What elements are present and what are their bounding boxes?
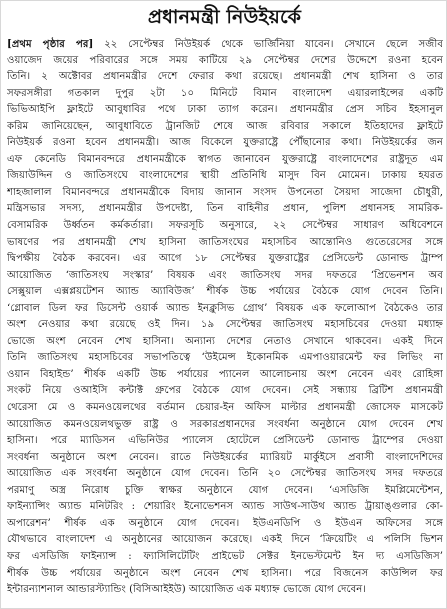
- article-line: [7, 350, 443, 367]
- article-line: [7, 566, 443, 583]
- article-line-text: ভিভিআইপি ফ্লাইটে আবুধাবির পথে ঢাকা ত্যাগ করেন। প্রধানমন্ত্রীর প্রেস সচিব ইহসানুল: [7, 104, 443, 116]
- article-line: [7, 400, 443, 417]
- article-line-text: নিউইয়র্ক রওনা হবেন প্রধানমন্ত্রী। আজ বিকেলে যুক্তরাষ্ট্রে পৌঁছানোর কথা। নিউইয়র্কের জন: [7, 137, 443, 149]
- article-line: [7, 383, 443, 400]
- article-line: [7, 218, 443, 235]
- article-line-text: ওয়াজেদ জয়ের পরিবারের সঙ্গে সময় কাটিয়ে ২৯ সেপ্টেম্বর দেশের উদ্দেশে রওনা হবেন: [7, 54, 443, 66]
- article-line: [7, 102, 443, 119]
- article-line: [7, 301, 443, 318]
- article-line-text: ফাইন্যান্সিং অ্যান্ড মনিটরিং : শেয়ারিং ইনোভেশনস অ্যান্ড সাউথ-সাউথ অ্যান্ড ট্রায়াঙ্গুলার কো-: [7, 501, 443, 513]
- article-line-text: থেরেসা মে ও কমনওয়েলথের বর্তমান চেয়ার-ইন অফিস মাল্টার প্রধানমন্ত্রী জোসেফ মাসকেট: [7, 402, 443, 414]
- article-line-text: ২২ সেপ্টেম্বর নিউইয়র্ক থেকে ভার্জিনিয়া যাবেন। সেখানে ছেলে সজীব: [104, 39, 443, 50]
- article-line: [7, 185, 443, 202]
- article-line-text: আয়োজিত কমনওয়েলথভুক্ত রাষ্ট্র ও সরকারপ্রধানদের সংবর্ধনা অনুষ্ঠানে যোগ দেবেন শেখ: [7, 418, 443, 430]
- article-line: [7, 135, 443, 152]
- article-line-text: সেক্সুয়াল এক্সপ্লয়টেশন অ্যান্ড অ্যাবিউজ’ শীর্ষক উচ্চ পর্যায়ের বৈঠকে যোগ দেবেন তিনি।: [7, 286, 443, 298]
- article-line: [7, 582, 443, 599]
- article-line-text: দ্বিপক্ষীয় বৈঠক করবেন। এর আগে ১৮ সেপ্টেম্বর যুক্তরাষ্ট্রের প্রেসিডেন্ট ডোনাল্ড ট্রাম্প: [7, 253, 443, 265]
- article-line-text: ফর এসডিজি ফাইন্যান্স : ফ্যাসিলিটেটিং প্রাইভেট সেক্টর ইনভেস্টমেন্ট ইন দ্য এসডিজিস’: [7, 550, 443, 562]
- article-line: [7, 466, 443, 483]
- article-line-text: যৌথভাবে বাংলাদেশ এ অনুষ্ঠানের আয়োজন করেছে। একই দিনে ‘ক্রিয়েটিং এ পলিসি ভিশন: [7, 534, 443, 546]
- article-line-text: সংকট নিয়ে ওআইসি কন্টাক্ট গ্রুপের বৈঠকে যোগ দেবেন। সেই সন্ধ্যায় ব্রিটিশ প্রধানমন্ত্রী: [7, 385, 443, 397]
- article-line: [7, 532, 443, 549]
- article-line-text: ভোজে অংশ নেবেন শেখ হাসিনা। অন্যান্য দেশের নেতাও সেখানে থাকবেন। একই দিনে: [7, 335, 443, 347]
- article-line: [7, 483, 443, 500]
- article-line: [7, 268, 443, 285]
- article-line: [7, 417, 443, 434]
- article-line-text: শীর্ষক উচ্চ পর্যায়ের অনুষ্ঠানে অংশ নেবেন শেখ হাসিনা। পরে বিজনেস কাউন্সিল ফর: [7, 567, 443, 579]
- article-line: [7, 516, 443, 533]
- article-line-text: আয়োজিত এক সংবর্ধনা অনুষ্ঠানে যোগ দেবেন। তিনি ২০ সেপ্টেম্বর জাতিসংঘ সদর দফতরে: [7, 468, 443, 480]
- article-line-text: ভাষণের পর প্রধানমন্ত্রী শেখ হাসিনা জাতিসংঘের মহাসচিব আন্তোনিও গুতেরেসের সঙ্গে: [7, 236, 443, 248]
- continuation-kicker: [প্রথম পৃষ্ঠার পর]: [7, 38, 94, 50]
- article-line-text: ওয়ান বিহাইন্ড’ শীর্ষক একটি উচ্চ পর্যায়ের প্যানেল আলোচনায় অংশ নেবেন এবং রোহিঙ্গা: [7, 368, 443, 380]
- article-line-text: তিনি জাতিসংঘ মহাসচিবের সভাপতিত্বে ‘উইমেন্স ইকোনমিক এমপাওয়ারমেন্ট ফর লিভিং না: [7, 352, 443, 364]
- article-line: [7, 86, 443, 103]
- article-line-text: এফ কেনেডি বিমানবন্দরে প্রধানমন্ত্রীকে স্বাগত জানাবেন যুক্তরাষ্ট্রে বাংলাদেশের রাষ্ট্রদূত এম: [7, 153, 443, 165]
- article-line: [7, 433, 443, 450]
- article-line: [7, 367, 443, 384]
- article-line: [7, 251, 443, 268]
- article-line-text: সংবর্ধনা অনুষ্ঠানে অংশ নেবেন। রাতে নিউইয়র্কের ম্যারিয়ট মার্কুইসে প্রবাসী বাংলাদেশিদের: [7, 451, 443, 463]
- article-line: [7, 152, 443, 169]
- article-line-text: বেসামরিক উর্ধ্বতন কর্মকর্তারা। সফরসূচি অনুসারে, ২২ সেপ্টেম্বর সাধারণ অধিবেশনে: [7, 220, 443, 232]
- article-line-text: আয়োজিত ‘জাতিসংঘ সংস্কার’ বিষয়ক এবং জাতিসংঘ সদর দফতরে ‘প্রিভেনশন অব: [7, 269, 443, 281]
- article-line: [7, 168, 443, 185]
- article-line-text: অংশ নেওয়ার কথা রয়েছে ওই দিন। ১৯ সেপ্টেম্বর জাতিসংঘ মহাসচিবের দেওয়া মধ্যাহ্ন: [7, 319, 443, 331]
- article-line-text: ইন্টারন্যাশনাল আন্ডারস্ট্যান্ডিং (বিসিআইইউ) আয়োজিত এক মধ্যাহ্ন ভোজে যোগ দেবেন।: [7, 584, 367, 596]
- article-line-text: পরমাণু অস্ত্র নিরোধ চুক্তি স্বাক্ষর অনুষ্ঠানে যোগ দেবেন। ‘এসডিজি ইমপ্লিমেন্টেশন,: [7, 484, 443, 496]
- article-body: [7, 36, 443, 606]
- article-line: [7, 36, 443, 53]
- article-line: [7, 450, 443, 467]
- article-headline: প্রধানমন্ত্রী নিউইয়র্কে: [147, 6, 302, 28]
- article-line-text: তিনি। ২ অক্টোবর প্রধানমন্ত্রীর দেশে ফেরার কথা রয়েছে। প্রধানমন্ত্রী শেখ হাসিনা ও তার: [7, 71, 443, 83]
- article-line-text: হাসিনা। পরে ম্যাডিসন এভিনিউর প্যালেস হোটেলে প্রেসিডেন্ট ডোনাল্ড ট্রাম্পের দেওয়া: [7, 435, 443, 447]
- article-line: [7, 235, 443, 252]
- article-line: [7, 69, 443, 86]
- article-line-text: করিম জানিয়েছেন, আবুধাবিতে ট্রানজিট শেষে আজ রবিবার সকালে ইতিহাদের ফ্লাইটে: [7, 120, 443, 132]
- article-line: [7, 53, 443, 70]
- article-line: [7, 284, 443, 301]
- article-line-text: সফরসঙ্গীরা গতকাল দুপুর ২টা ১০ মিনিটে বিমান বাংলাদেশ এয়ারলাইন্সের একটি: [7, 87, 443, 99]
- article-line: [7, 317, 443, 334]
- article-line: [7, 119, 443, 136]
- article-line-text: মন্ত্রিসভার সদস্য, প্রধানমন্ত্রীর উপদেষ্টা, তিন বাহিনীর প্রধান, পুলিশ প্রধানসহ সামরিক-: [7, 203, 443, 215]
- article-line: [7, 334, 443, 351]
- article-line: [7, 549, 443, 566]
- article-line: [7, 201, 443, 218]
- article-line-text: জিয়াউদ্দিন ও জাতিসংঘে বাংলাদেশের স্থায়ী প্রতিনিধি মাসুদ বিন মোমেন। ঢাকায় হযরত: [7, 170, 443, 182]
- article-line-text: অপারেশন’ শীর্ষক এক অনুষ্ঠানে যোগ দেবেন। ইউএনডিপি ও ইউএন অফিসের সঙ্গে: [7, 517, 443, 529]
- article-line: [7, 499, 443, 516]
- article-line-text: শাহজালাল বিমানবন্দরে প্রধানমন্ত্রীকে বিদায় জানান সংসদ উপনেতা সৈয়দা সাজেদা চৌধুরী,: [7, 186, 443, 198]
- article-line-text: ‘গ্লোবাল ডিল ফর ডিসেন্ট ওয়ার্ক অ্যান্ড ইনক্লুসিভ গ্রোথ’ বিষয়ক এক ফলোআপ বৈঠকেও তার: [7, 302, 443, 314]
